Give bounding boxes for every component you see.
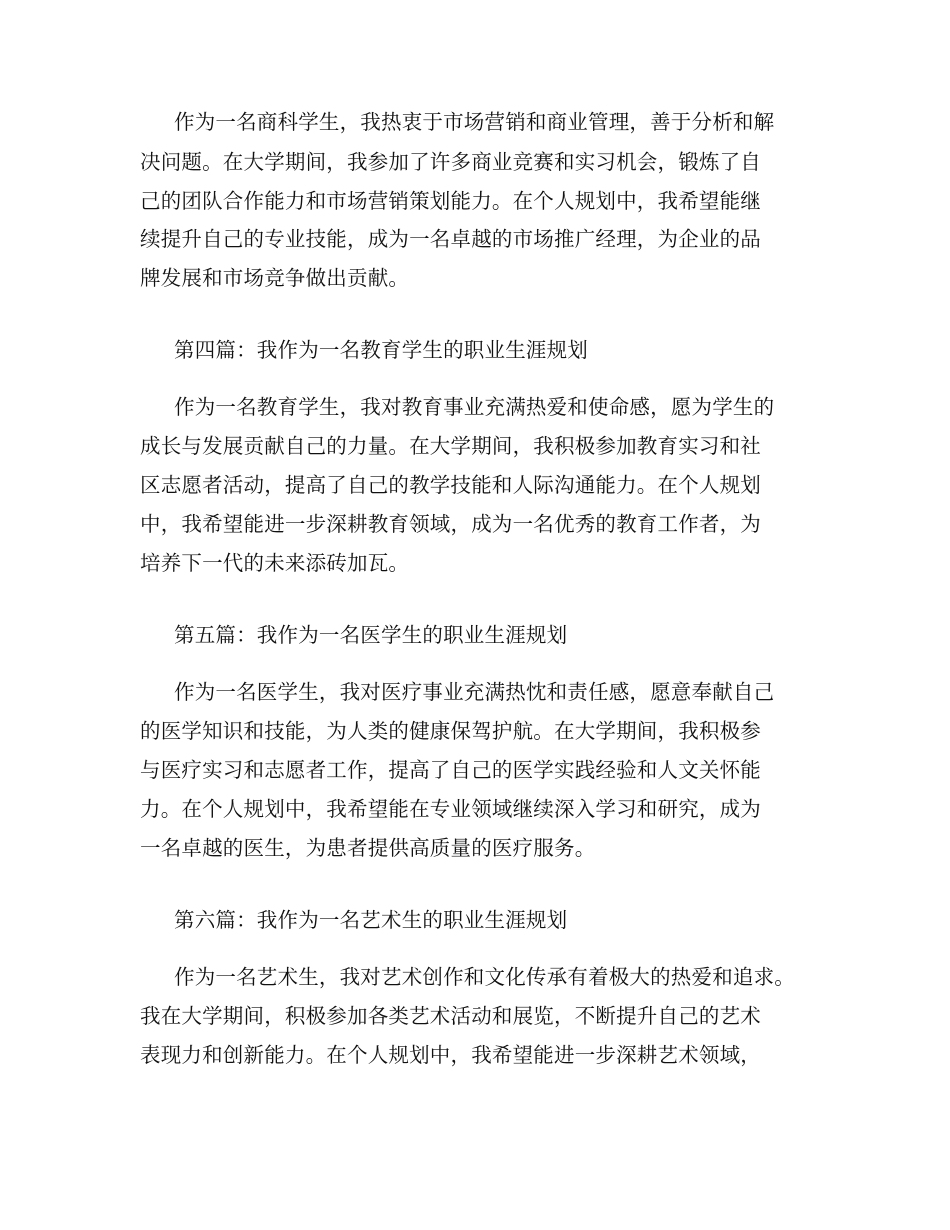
paragraph-line: 培养下一代的未来添砖加瓦。	[140, 551, 410, 575]
paragraph-line: 成长与发展贡献自己的力量。在大学期间，我积极参加教育实习和社	[140, 434, 761, 458]
paragraph-line: 作为一名教育学生，我对教育事业充满热爱和使命感，愿为学生的	[174, 395, 775, 419]
paragraph-line: 作为一名医学生，我对医疗事业充满热忱和责任感，愿意奉献自己	[174, 680, 775, 704]
paragraph-line: 表现力和创新能力。在个人规划中，我希望能进一步深耕艺术领域，	[140, 1043, 761, 1067]
paragraph-line: 我在大学期间，积极参加各类艺术活动和展览，不断提升自己的艺术	[140, 1004, 761, 1028]
paragraph-line: 与医疗实习和志愿者工作，提高了自己的医学实践经验和人文关怀能	[140, 758, 761, 782]
paragraph-line: 续提升自己的专业技能，成为一名卓越的市场推广经理，为企业的品	[140, 227, 761, 251]
section-heading: 第四篇：我作为一名教育学生的职业生涯规划	[174, 338, 588, 362]
section-heading: 第五篇：我作为一名医学生的职业生涯规划	[174, 623, 568, 647]
paragraph-line: 作为一名艺术生，我对艺术创作和文化传承有着极大的热爱和追求。	[174, 965, 795, 989]
paragraph-line: 的医学知识和技能，为人类的健康保驾护航。在大学期间，我积极参	[140, 719, 761, 743]
paragraph-line: 中，我希望能进一步深耕教育领域，成为一名优秀的教育工作者，为	[140, 512, 761, 536]
paragraph-line: 决问题。在大学期间，我参加了许多商业竞赛和实习机会，锻炼了自	[140, 150, 761, 174]
paragraph-line: 己的团队合作能力和市场营销策划能力。在个人规划中，我希望能继	[140, 189, 761, 213]
paragraph-line: 力。在个人规划中，我希望能在专业领域继续深入学习和研究，成为	[140, 797, 761, 821]
paragraph-line: 作为一名商科学生，我热衷于市场营销和商业管理，善于分析和解	[174, 110, 775, 134]
paragraph-line: 一名卓越的医生，为患者提供高质量的医疗服务。	[140, 836, 596, 860]
paragraph-line: 区志愿者活动，提高了自己的教学技能和人际沟通能力。在个人规划	[140, 473, 761, 497]
section-heading: 第六篇：我作为一名艺术生的职业生涯规划	[174, 908, 568, 932]
paragraph-line: 牌发展和市场竞争做出贡献。	[140, 266, 410, 290]
